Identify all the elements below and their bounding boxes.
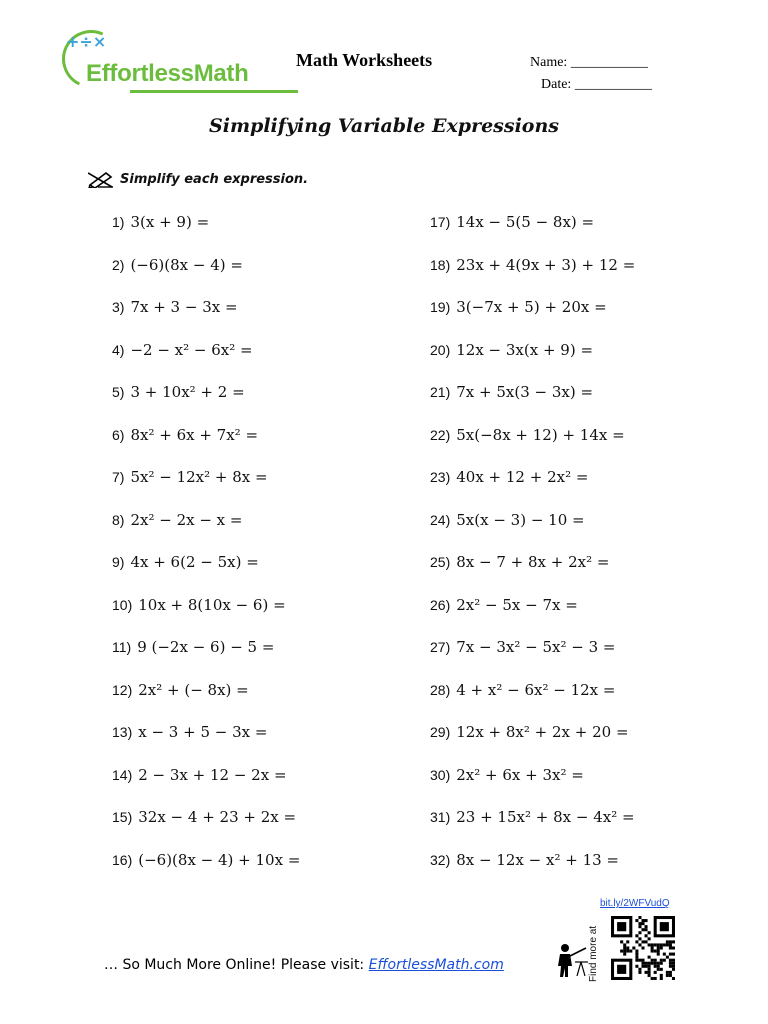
problem-number: 5) <box>112 384 125 400</box>
problem-expression: 2x² − 5x − 7x = <box>456 595 578 614</box>
problem-item <box>112 630 300 673</box>
problem-number: 4) <box>112 341 125 358</box>
problem-expression: 7x + 3 − 3x = <box>130 298 238 316</box>
problem-item <box>112 758 300 801</box>
problems-right-column <box>430 205 635 885</box>
problem-number: 17) <box>430 214 451 230</box>
problem-number: 9) <box>112 554 125 570</box>
problem-expression: 4 + x² − 6x² − 12x = <box>456 680 616 699</box>
problem-expression: 2x² + 6x + 3x² = <box>456 765 584 784</box>
problem-expression: 3(x + 9) = <box>130 213 210 231</box>
problem-number: 1) <box>112 214 125 230</box>
problem-number: 3) <box>112 299 125 315</box>
problem-expression: 2x² + (− 8x) = <box>138 680 249 699</box>
problem-item <box>430 588 635 631</box>
problem-expression: x − 3 + 5 − 3x = <box>138 723 268 741</box>
page-title: Simplifying Variable Expressions <box>209 115 559 137</box>
footer <box>104 957 504 973</box>
problem-number: 28) <box>430 681 451 698</box>
date-field: Date: ___________ <box>541 77 652 92</box>
problem-item <box>112 503 300 546</box>
problem-expression: 12x − 3x(x + 9) = <box>456 340 594 359</box>
problem-expression: 40x + 12 + 2x² = <box>456 468 589 486</box>
name-field: Name: ___________ <box>530 55 648 70</box>
problem-expression: 7x − 3x² − 5x² − 3 = <box>456 638 616 656</box>
problem-expression: (−6)(8x − 4) + 10x = <box>138 850 301 869</box>
qr-link[interactable]: bit.ly/2WFVudQ <box>600 898 670 909</box>
logo-underline <box>130 90 298 93</box>
problem-item <box>430 800 635 843</box>
problem-expression: 8x − 12x − x² + 13 = <box>456 850 619 869</box>
problem-number: 11) <box>112 639 132 655</box>
problem-item <box>430 460 635 503</box>
problem-item <box>430 205 635 248</box>
problem-number: 20) <box>430 341 451 358</box>
problem-item <box>112 545 300 588</box>
problem-item <box>430 758 635 801</box>
problems-left-column <box>112 205 300 885</box>
problem-number: 24) <box>430 511 451 528</box>
problem-number: 22) <box>430 426 451 443</box>
problem-number: 10) <box>112 596 133 613</box>
problem-number: 19) <box>430 299 451 315</box>
problem-item <box>112 800 300 843</box>
problem-expression: 5x² − 12x² + 8x = <box>130 468 268 486</box>
footer-link[interactable]: EffortlessMath.com <box>368 957 504 973</box>
problem-number: 30) <box>430 766 451 783</box>
problem-item <box>430 248 635 291</box>
problem-item <box>112 418 300 461</box>
problem-item <box>112 375 300 418</box>
problem-expression: 3 + 10x² + 2 = <box>130 383 245 401</box>
problem-expression: 5x(x − 3) − 10 = <box>456 510 585 529</box>
problem-expression: 8x − 7 + 8x + 2x² = <box>456 553 610 571</box>
problem-item <box>112 290 300 333</box>
problem-number: 7) <box>112 469 125 485</box>
problem-number: 32) <box>430 851 451 868</box>
problem-item <box>430 673 635 716</box>
problem-expression: 12x + 8x² + 2x + 20 = <box>456 723 629 741</box>
teacher-icon <box>555 942 589 978</box>
problem-item <box>112 588 300 631</box>
problem-number: 15) <box>112 809 133 825</box>
pencil-icon <box>88 170 114 188</box>
problem-number: 26) <box>430 596 451 613</box>
instruction-text: Simplify each expression. <box>120 171 309 187</box>
problem-number: 23) <box>430 469 451 485</box>
problem-number: 2) <box>112 256 125 273</box>
problem-expression: 3(−7x + 5) + 20x = <box>456 298 607 316</box>
problem-item <box>430 503 635 546</box>
problem-number: 14) <box>112 766 133 783</box>
problem-expression: 32x − 4 + 23 + 2x = <box>138 808 297 826</box>
logo-text: EffortlessMath <box>86 60 249 87</box>
footer-text: … So Much More Online! Please visit: <box>104 957 369 973</box>
problem-expression: 2 − 3x + 12 − 2x = <box>138 765 287 784</box>
problem-number: 21) <box>430 384 451 400</box>
problem-number: 13) <box>112 724 133 740</box>
problem-item <box>112 715 300 758</box>
problem-expression: (−6)(8x − 4) = <box>130 255 243 274</box>
problem-expression: −2 − x² − 6x² = <box>130 340 253 359</box>
problem-number: 16) <box>112 851 133 868</box>
problem-item <box>430 375 635 418</box>
problem-item <box>112 843 300 886</box>
problem-item <box>430 715 635 758</box>
logo <box>62 30 252 92</box>
problem-number: 18) <box>430 256 451 273</box>
problem-item <box>430 333 635 376</box>
problem-item <box>112 460 300 503</box>
problem-number: 31) <box>430 809 451 825</box>
problem-item <box>112 248 300 291</box>
problem-number: 12) <box>112 681 133 698</box>
problem-item <box>430 843 635 886</box>
problem-expression: 23 + 15x² + 8x − 4x² = <box>456 808 635 826</box>
problem-expression: 8x² + 6x + 7x² = <box>130 425 259 444</box>
problem-item <box>430 418 635 461</box>
problem-number: 29) <box>430 724 451 740</box>
problem-item <box>112 333 300 376</box>
problem-number: 27) <box>430 639 451 655</box>
problem-item <box>112 673 300 716</box>
problem-expression: 14x − 5(5 − 8x) = <box>456 213 595 231</box>
qr-code <box>611 916 675 980</box>
instruction <box>88 170 308 188</box>
problem-expression: 9 (−2x − 6) − 5 = <box>137 638 275 656</box>
problem-expression: 4x + 6(2 − 5x) = <box>130 553 259 571</box>
problem-item <box>430 545 635 588</box>
problem-item <box>430 290 635 333</box>
problem-expression: 2x² − 2x − x = <box>130 510 243 529</box>
find-more-label: Find more at <box>588 925 599 982</box>
problem-number: 6) <box>112 426 125 443</box>
problem-number: 8) <box>112 511 125 528</box>
problem-item <box>112 205 300 248</box>
worksheet-title: Math Worksheets <box>296 50 433 70</box>
problem-expression: 5x(−8x + 12) + 14x = <box>456 425 625 444</box>
problem-item <box>430 630 635 673</box>
problem-number: 25) <box>430 554 451 570</box>
problem-expression: 23x + 4(9x + 3) + 12 = <box>456 255 636 274</box>
logo-symbols: +÷× <box>66 32 107 51</box>
problem-expression: 7x + 5x(3 − 3x) = <box>456 383 594 401</box>
problem-expression: 10x + 8(10x − 6) = <box>138 595 286 614</box>
